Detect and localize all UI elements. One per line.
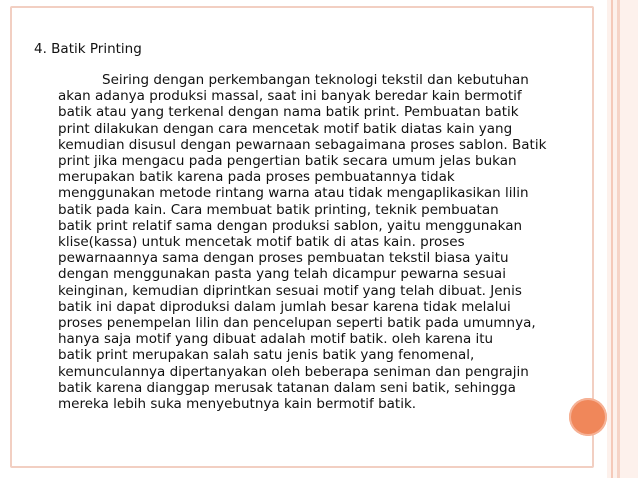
paragraph-line: merupakan batik karena pada proses pembuatannya tidak xyxy=(58,169,455,186)
paragraph-line: pewarnaannya sama dengan proses pembuatan tekstil biasa yaitu xyxy=(58,250,509,267)
paragraph-line: kemunculannya dipertanyakan oleh beberapa seniman dan pengrajin xyxy=(58,363,529,380)
paragraph-line: print jika mengacu pada pengertian batik secara umum jelas bukan xyxy=(58,153,517,170)
paragraph-line: klise(kassa) untuk mencetak motif batik di atas kain. proses xyxy=(58,234,465,251)
paragraph-line: dengan menggunakan pasta yang telah dicampur pewarna sesuai xyxy=(58,266,506,283)
paragraph-line: menggunakan metode rintang warna atau tidak mengaplikasikan lilin xyxy=(58,185,529,202)
paragraph-line: batik atau yang terkenal dengan nama batik print. Pembuatan batik xyxy=(58,104,519,121)
paragraph-line: batik print merupakan salah satu jenis batik yang fenomenal, xyxy=(58,347,475,364)
slide-heading: 4. Batik Printing xyxy=(34,41,142,57)
side-stripe xyxy=(611,0,613,478)
paragraph-line: batik karena dianggap merusak tatanan dalam seni batik, sehingga xyxy=(58,379,516,396)
paragraph-line: Seiring dengan perkembangan teknologi tekstil dan kebutuhan xyxy=(102,72,529,88)
paragraph-line: mereka lebih suka menyebutnya kain bermotif batik. xyxy=(58,396,417,413)
paragraph-line: batik pada kain. Cara membuat batik printing, teknik pembuatan xyxy=(58,201,499,218)
paragraph-line: hanya saja motif yang dibuat adalah motif batik. oleh karena itu xyxy=(58,331,494,348)
side-stripe xyxy=(617,0,620,478)
paragraph-line: kemudian disusul dengan pewarnaan sebagaimana proses sablon. Batik xyxy=(58,136,547,153)
paragraph-line: akan adanya produksi massal, saat ini banyak beredar kain bermotif xyxy=(58,88,522,105)
paragraph-line: keinginan, kemudian diprintkan sesuai motif yang telah dibuat. Jenis xyxy=(58,282,522,299)
paragraph-line: batik print relatif sama dengan produksi sablon, yaitu menggunakan xyxy=(58,217,523,234)
body-paragraph xyxy=(58,72,598,412)
paragraph-line: proses penempelan lilin dan pencelupan seperti batik pada umumnya, xyxy=(58,315,536,332)
paragraph-line: batik ini dapat diproduksi dalam jumlah besar karena tidak melalui xyxy=(58,298,511,315)
paragraph-line: print dilakukan dengan cara mencetak motif batik diatas kain yang xyxy=(58,120,513,137)
